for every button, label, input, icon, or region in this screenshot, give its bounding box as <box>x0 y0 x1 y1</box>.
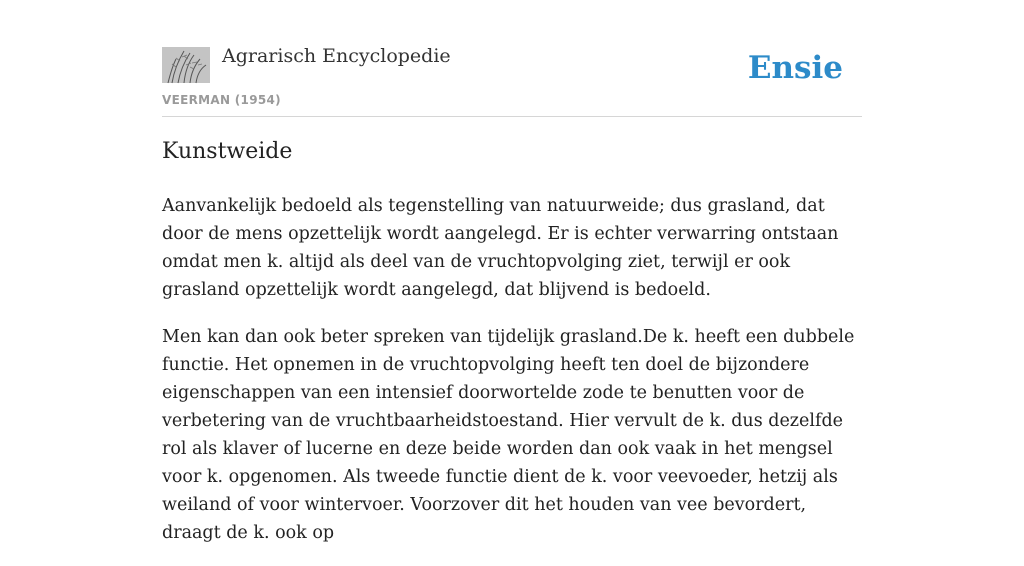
article-body <box>162 192 862 566</box>
article-title: Kunstweide <box>162 139 293 164</box>
header <box>162 0 862 117</box>
paragraph: Aanvankelijk bedoeld als tegenstelling van natuurweide; dus grasland, dat door de mens opzettelijk wordt aangelegd. Er is echter verwarring ontstaan omdat men k. altijd als deel van de vruchtopvolging ziet, terwijl er ook grasland opzettelijk wordt aangelegd, dat blijvend is bedoeld. <box>162 196 839 300</box>
source-title-link[interactable]: Agrarisch Encyclopedie <box>222 45 451 67</box>
author-line: VEERMAN (1954) <box>162 93 281 107</box>
wheat-engraving-icon[interactable] <box>162 47 210 83</box>
ensie-logo-link[interactable]: Ensie <box>747 50 843 86</box>
paragraph: Men kan dan ook beter spreken van tijdelijk grasland.De k. heeft een dubbele functie. Het opnemen in de vruchtopvolging heeft ten doel de bijzondere eigenschappen van een intensief doorwortelde zode te benutten voor de verbetering van de vruchtbaarheidstoestand. Hier vervult de k. dus dezelfde rol als klaver of lucerne en deze beide worden dan ook vaak in het mengsel voor k. opgenomen. Als tweede functie dient de k. voor veevoeder, hetzij als weiland of voor wintervoer. Voorzover dit het houden van vee bevordert, draagt de k. ook op <box>162 327 855 543</box>
